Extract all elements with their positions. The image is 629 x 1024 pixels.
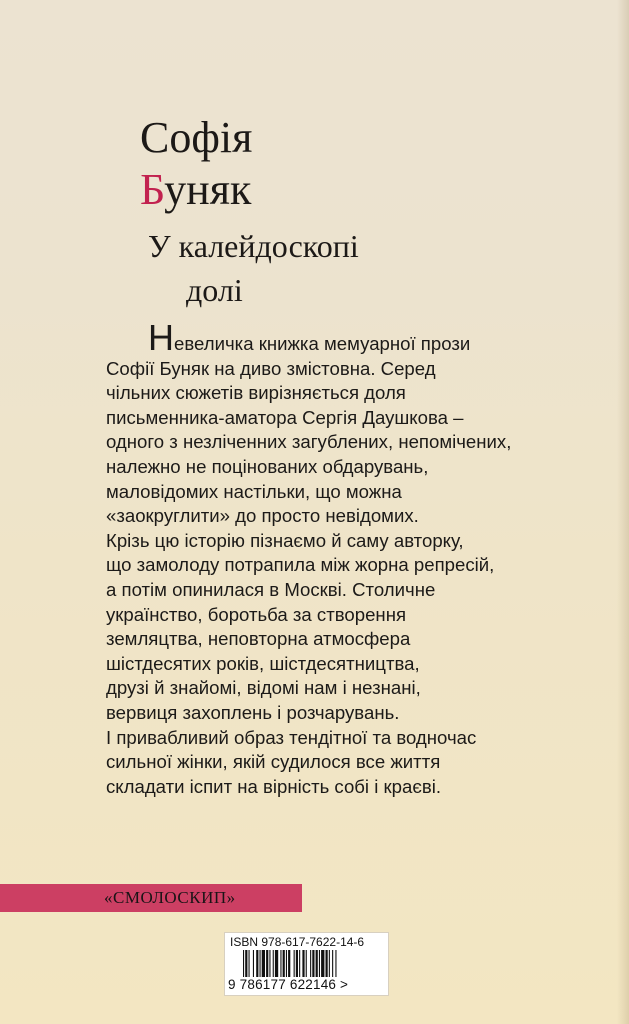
blurb-line: вервиця захоплень і розчарувань. (106, 701, 400, 723)
blurb-line: земляцтва, неповторна атмосфера (106, 628, 411, 650)
barcode-digits: 9 786177 622146 > (228, 977, 349, 992)
barcode-stripe (280, 950, 281, 977)
blurb-line: що замолоду потрапила між жорна репресій, (106, 554, 495, 576)
barcode-stripe (329, 950, 330, 977)
blurb-line: українство, боротьба за створення (106, 603, 407, 625)
blurb-line: шістдесятих років, шістдесятництва, (106, 652, 420, 674)
blurb-line: «заокруглити» до просто невідомих. (106, 505, 419, 527)
barcode-stripe (332, 950, 333, 977)
author-last-initial: Б (140, 165, 165, 214)
blurb-line: друзі й знайомі, відомі нам і незнані, (106, 677, 421, 699)
author-first-name: Софія (140, 113, 253, 162)
publisher-name: «СМОЛОСКИП» (104, 888, 236, 907)
barcode-stripe (243, 950, 244, 977)
isbn-label: ISBN 978-617-7622-14-6 (230, 935, 365, 949)
barcode-stripe (299, 950, 300, 977)
barcode-stripe (275, 950, 278, 977)
barcode-stripe (273, 950, 274, 977)
book-title-line-1: У калейдоскопі (148, 228, 359, 264)
blurb-line: маловідомих настільки, що можна (106, 480, 402, 502)
barcode-stripe (335, 950, 336, 977)
isbn-barcode (224, 932, 389, 996)
blurb-line: одного з незліченних загублених, непомічених, (106, 431, 512, 453)
blurb-line: письменника-аматора Сергія Даушкова – (106, 406, 464, 428)
blurb-line: чільних сюжетів вирізняється доля (106, 382, 406, 404)
barcode-stripe (283, 950, 285, 977)
book-title (148, 224, 359, 312)
barcode-stripe (326, 950, 328, 977)
barcode-bars (243, 950, 375, 977)
blurb-dropcap: Н (148, 317, 174, 358)
barcode-stripe (296, 950, 298, 977)
barcode-stripe (286, 950, 287, 977)
barcode-stripe (319, 950, 320, 977)
blurb-line: належно не поцінованих обдарувань, (106, 455, 429, 477)
barcode-stripe (302, 950, 304, 977)
barcode-stripe (253, 950, 254, 977)
barcode-stripe (294, 950, 295, 977)
author-name (140, 112, 252, 216)
barcode-stripe (288, 950, 290, 977)
blurb-line: складати іспит на вірність собі і краєві. (106, 775, 442, 797)
cover-edge-shade (617, 0, 629, 1024)
blurb-line: а потім опинилася в Москві. Столичне (106, 578, 436, 600)
barcode-stripe (260, 950, 261, 977)
barcode-stripe (266, 950, 268, 977)
blurb-line: Крізь цю історію пізнаємо й саму авторку, (106, 529, 464, 551)
blurb-line: сильної жінки, якій судилося все життя (106, 751, 441, 773)
book-blurb (106, 317, 606, 799)
book-title-line-2: долі (186, 272, 243, 308)
barcode-stripe (256, 950, 258, 977)
blurb-line: Софії Буняк на диво змістовна. Серед (106, 357, 436, 379)
barcode-stripe (269, 950, 270, 977)
barcode-stripe (262, 950, 265, 977)
barcode-stripe (312, 950, 314, 977)
barcode-stripe (310, 950, 311, 977)
barcode-stripe (249, 950, 250, 977)
barcode-stripe (321, 950, 324, 977)
blurb-line: І привабливий образ тендітної та водночас (106, 726, 477, 748)
barcode-stripe (316, 950, 318, 977)
barcode-stripe (306, 950, 307, 977)
author-last-name (140, 164, 252, 216)
barcode-stripe (245, 950, 247, 977)
author-last-rest: уняк (164, 165, 252, 214)
blurb-line (106, 317, 606, 358)
blurb-line-1-rest: евеличка книжка мемуарної прози (174, 333, 471, 354)
